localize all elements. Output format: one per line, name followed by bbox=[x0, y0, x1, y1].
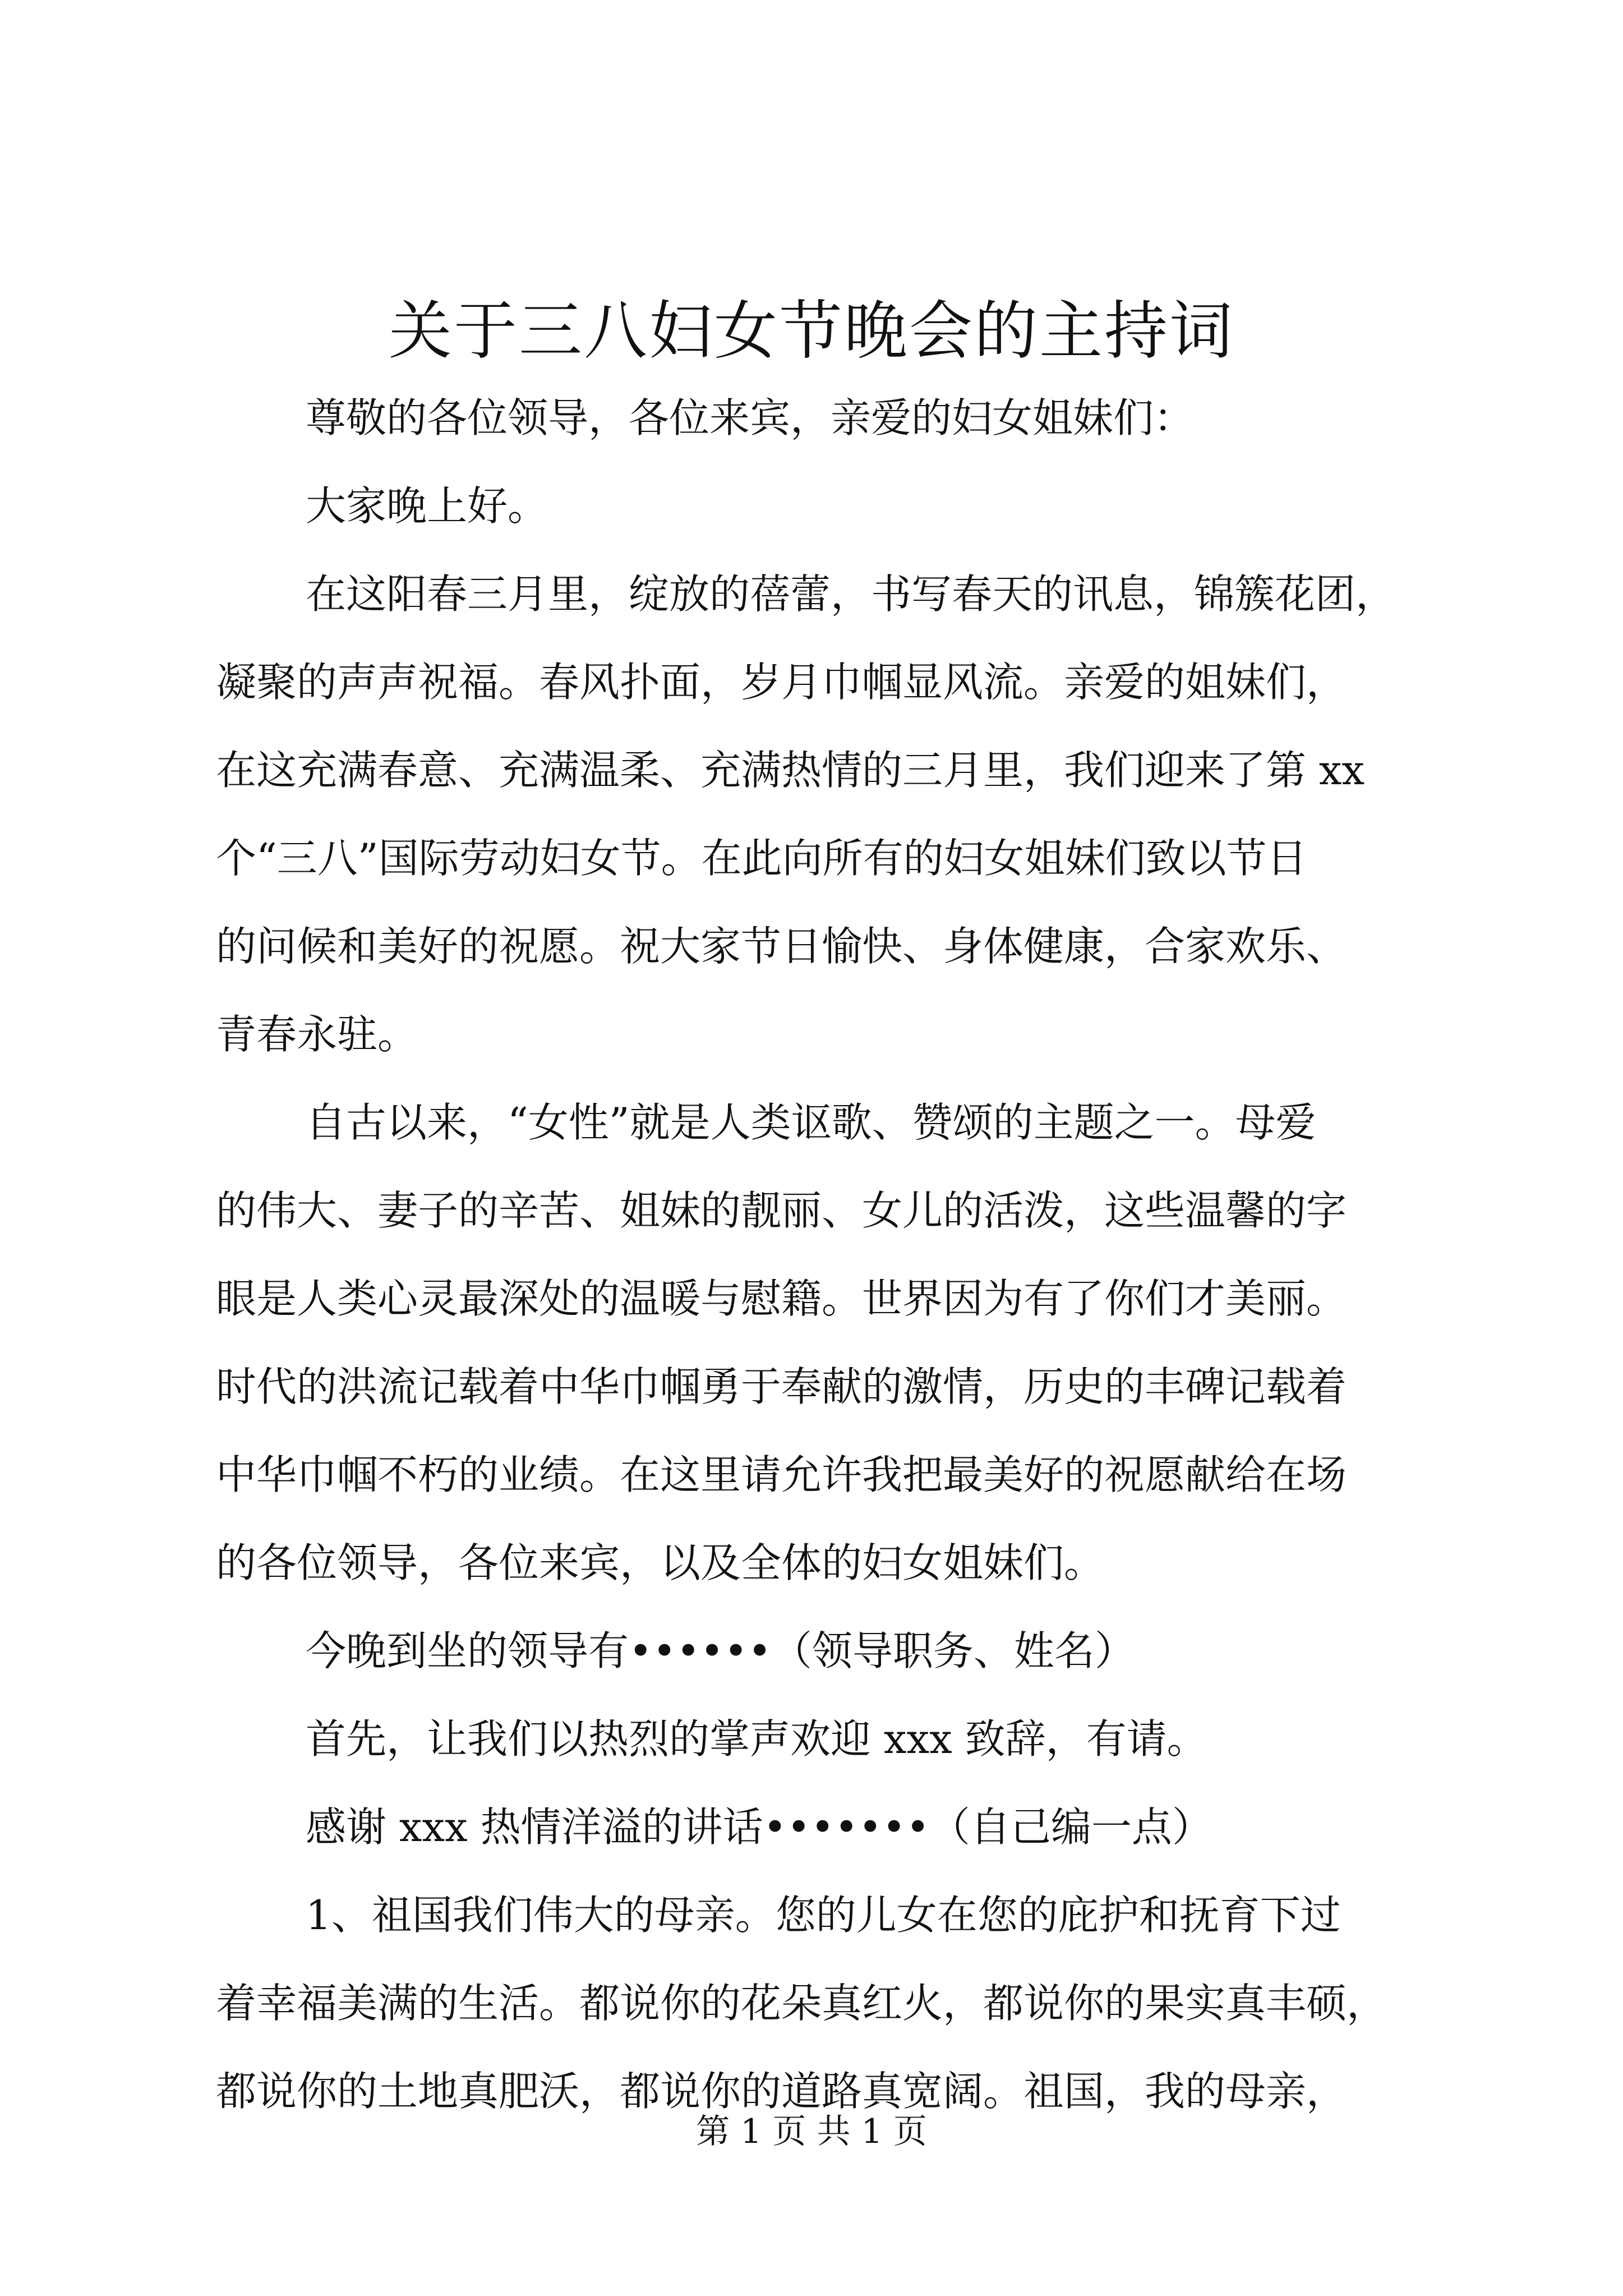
paragraph-line: 个“三八”国际劳动妇女节。在此向所有的妇女姐妹们致以节日 bbox=[216, 835, 1307, 882]
welcome-line: 首先，让我们以热烈的掌声欢迎 xxx 致辞，有请。 bbox=[306, 1715, 1207, 1763]
page-number: 第 1 页 共 1 页 bbox=[696, 2112, 927, 2151]
paragraph-line: 在这阳春三月里，绽放的蓓蕾，书写春天的讯息，锦簇花团， bbox=[306, 570, 1396, 618]
paragraph-line: 自古以来，“女性”就是人类讴歌、赞颂的主题之一。母爱 bbox=[306, 1099, 1316, 1146]
paragraph-line: 都说你的土地真肥沃，都说你的道路真宽阔。祖国，我的母亲， bbox=[216, 2068, 1347, 2115]
paragraph-line: 中华巾帼不朽的业绩。在这里请允许我把最美好的祝愿献给在场 bbox=[216, 1451, 1347, 1498]
paragraph-line: 1、祖国我们伟大的母亲。您的儿女在您的庇护和抚育下过 bbox=[306, 1892, 1341, 1939]
paragraph-line: 的伟大、妻子的辛苦、姐妹的靓丽、女儿的活泼，这些温馨的字 bbox=[216, 1187, 1347, 1234]
paragraph-line: 的各位领导，各位来宾，以及全体的妇女姐妹们。 bbox=[216, 1539, 1105, 1586]
paragraph-line: 青春永驻。 bbox=[216, 1011, 418, 1058]
salutation-line: 尊敬的各位领导，各位来宾，亲爱的妇女姐妹们： bbox=[306, 394, 1195, 441]
greeting-line: 大家晚上好。 bbox=[306, 482, 548, 530]
paragraph-line: 时代的洪流记载着中华巾帼勇于奉献的激情，历史的丰碑记载着 bbox=[216, 1363, 1347, 1410]
paragraph-line: 的问候和美好的祝愿。祝大家节日愉快、身体健康，合家欢乐、 bbox=[216, 923, 1347, 970]
paragraph-line: 凝聚的声声祝福。春风扑面，岁月巾帼显风流。亲爱的姐妹们， bbox=[216, 659, 1347, 706]
paragraph-line: 在这充满春意、充满温柔、充满热情的三月里，我们迎来了第 xx bbox=[216, 747, 1365, 794]
paragraph-line: 眼是人类心灵最深处的温暖与慰籍。世界因为有了你们才美丽。 bbox=[216, 1275, 1347, 1322]
paragraph-line: 着幸福美满的生活。都说你的花朵真红火，都说你的果实真丰硕， bbox=[216, 1980, 1387, 2027]
leaders-line: 今晚到坐的领导有••••••（领导职务、姓名） bbox=[306, 1627, 1135, 1674]
document-title: 关于三八妇女节晚会的主持词 bbox=[389, 294, 1234, 368]
thanks-line: 感谢 xxx 热情洋溢的讲话•••••••（自己编一点） bbox=[306, 1803, 1212, 1851]
